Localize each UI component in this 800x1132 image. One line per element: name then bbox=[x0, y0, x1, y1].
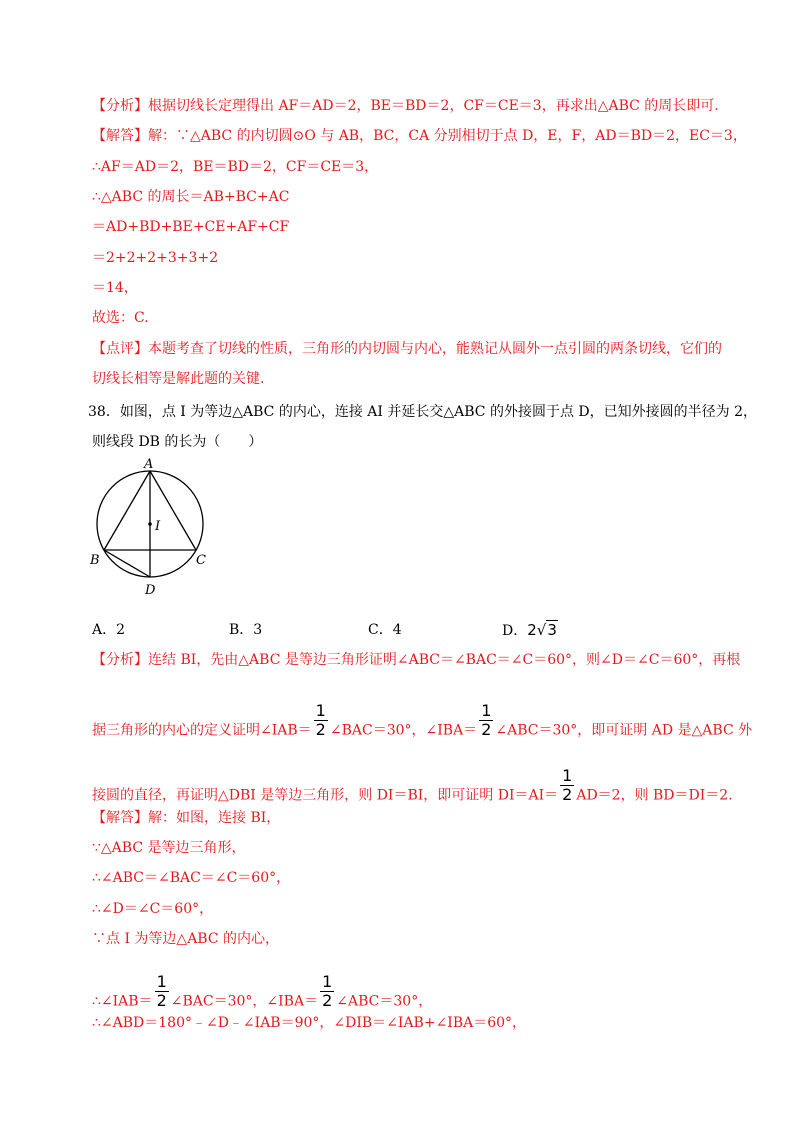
solution-2-line-1 bbox=[92, 808, 280, 828]
fraction-den: 2 bbox=[315, 720, 326, 739]
solution-2-line-6-a: ∴∠IAB＝ bbox=[92, 993, 153, 1010]
review-1-line-1 bbox=[92, 339, 722, 359]
solution-1-line-5: ＝2+2+2+3+3+2 bbox=[92, 250, 219, 266]
solution-1-line-6: ＝14， bbox=[92, 280, 138, 296]
side-ab bbox=[104, 471, 150, 550]
solution-tag: 【解答】 bbox=[92, 128, 148, 144]
solution-2-line-4: ∴∠D＝∠C＝60°， bbox=[92, 901, 214, 917]
analysis-tag: 【分析】 bbox=[92, 98, 148, 114]
option-d-radicand: 3 bbox=[547, 621, 557, 639]
question-38-line-2: 则线段 DB 的长为（ ） bbox=[92, 434, 263, 450]
side-ac bbox=[150, 471, 196, 550]
label-b: B bbox=[90, 553, 100, 568]
analysis-2-tag: 【分析】 bbox=[92, 652, 148, 668]
solution-1-line-4: ＝AD+BD+BE+CE+AF+CF bbox=[92, 219, 290, 235]
fraction-half bbox=[155, 973, 169, 1010]
option-d-prefix: D． bbox=[502, 623, 528, 639]
analysis-2-text: 连结 BI，先由△ABC 是等边三角形证明∠ABC＝∠BAC＝∠C＝60°，则∠D＝∠C＝60°，再根 bbox=[148, 652, 741, 668]
analysis-2-line-2-b: ∠BAC＝30°，∠IBA＝ bbox=[329, 722, 478, 739]
solution-2-line-2: ∵△ABC 是等边三角形， bbox=[92, 840, 246, 856]
solution-2-text: 解：如图，连接 BI， bbox=[148, 810, 281, 826]
analysis-2-line-3-a: 接圆的直径，再证明△DBI 是等边三角形，则 DI＝BI，即可证明 DI＝AI＝ bbox=[92, 787, 559, 804]
analysis-1 bbox=[92, 96, 719, 116]
solution-2-tag: 【解答】 bbox=[92, 810, 148, 826]
segment-bd bbox=[104, 550, 150, 577]
option-d-coef: 2 bbox=[527, 621, 537, 639]
fraction-den: 2 bbox=[481, 720, 492, 739]
fraction-half bbox=[560, 767, 574, 804]
solution-1-line-7: 故选：C. bbox=[92, 310, 149, 326]
option-b[interactable]: B．3 bbox=[229, 622, 263, 638]
fraction-den: 2 bbox=[322, 991, 333, 1010]
review-tag: 【点评】 bbox=[92, 341, 148, 357]
solution-2-line-3: ∴∠ABC＝∠BAC＝∠C＝60°， bbox=[92, 870, 291, 886]
fraction-half bbox=[479, 702, 493, 739]
review-text: 本题考查了切线的性质，三角形的内切圆与内心，能熟记从圆外一点引圆的两条切线，它们的 bbox=[148, 341, 722, 357]
circle-triangle-figure bbox=[86, 452, 226, 600]
option-d[interactable] bbox=[502, 620, 558, 641]
label-d: D bbox=[145, 583, 156, 598]
question-38-line-1 bbox=[88, 402, 757, 422]
analysis-2-line-2-a: 据三角形的内心的定义证明∠IAB＝ bbox=[92, 722, 312, 739]
label-i: I bbox=[155, 519, 161, 534]
option-a[interactable]: A．2 bbox=[92, 622, 126, 638]
fraction-half bbox=[314, 702, 328, 739]
solution-1-line-3: ∴△ABC 的周长＝AB+BC+AC bbox=[92, 189, 290, 205]
solution-2-line-5: ∵点 I 为等边△ABC 的内心， bbox=[92, 931, 280, 947]
fraction-num: 1 bbox=[562, 766, 573, 785]
fraction-num: 1 bbox=[156, 972, 167, 991]
solution-text: 解：∵△ABC 的内切圆⊙O 与 AB，BC，CA 分别相切于点 D，E，F，AD＝BD＝2，EC＝3， bbox=[148, 128, 747, 144]
analysis-2-line-1 bbox=[92, 650, 740, 670]
fraction-den: 2 bbox=[156, 991, 167, 1010]
fraction-num: 1 bbox=[481, 701, 492, 720]
solution-2-line-6-b: ∠BAC＝30°，∠IBA＝ bbox=[170, 993, 319, 1010]
option-d-value: 2√3 bbox=[527, 621, 557, 639]
option-c[interactable]: C．4 bbox=[368, 622, 402, 638]
solution-1-line-2: ∴AF＝AD＝2，BE＝BD＝2，CF＝CE＝3， bbox=[92, 159, 379, 175]
fraction-den: 2 bbox=[562, 785, 573, 804]
analysis-text: 根据切线长定理得出 AF＝AD＝2，BE＝BD＝2，CF＝CE＝3，再求出△ABC 的周长即可. bbox=[148, 98, 719, 114]
label-a: A bbox=[144, 457, 154, 472]
fraction-num: 1 bbox=[315, 701, 326, 720]
analysis-2-line-3-b: AD＝2，则 BD＝DI＝2. bbox=[576, 787, 733, 804]
point-i bbox=[148, 522, 152, 526]
solution-2-line-6-c: ∠ABC＝30°， bbox=[336, 993, 433, 1010]
solution-2-line-7: ∴∠ABD＝180°﹣∠D﹣∠IAB＝90°，∠DIB＝∠IAB+∠IBA＝60°， bbox=[92, 1015, 527, 1031]
solution-1-line-1 bbox=[92, 126, 747, 146]
analysis-2-line-2-c: ∠ABC＝30°，即可证明 AD 是△ABC 外 bbox=[495, 722, 753, 739]
question-text: 如图，点 I 为等边△ABC 的内心，连接 AI 并延长交△ABC 的外接圆于点 D，已知外接圆的半径为 2， bbox=[119, 404, 758, 420]
label-c: C bbox=[196, 553, 206, 568]
review-1-line-2: 切线长相等是解此题的关键. bbox=[92, 371, 265, 387]
analysis-2-line-2 bbox=[92, 701, 753, 749]
question-number: 38． bbox=[88, 404, 120, 420]
fraction-half bbox=[320, 973, 334, 1010]
fraction-num: 1 bbox=[322, 972, 333, 991]
